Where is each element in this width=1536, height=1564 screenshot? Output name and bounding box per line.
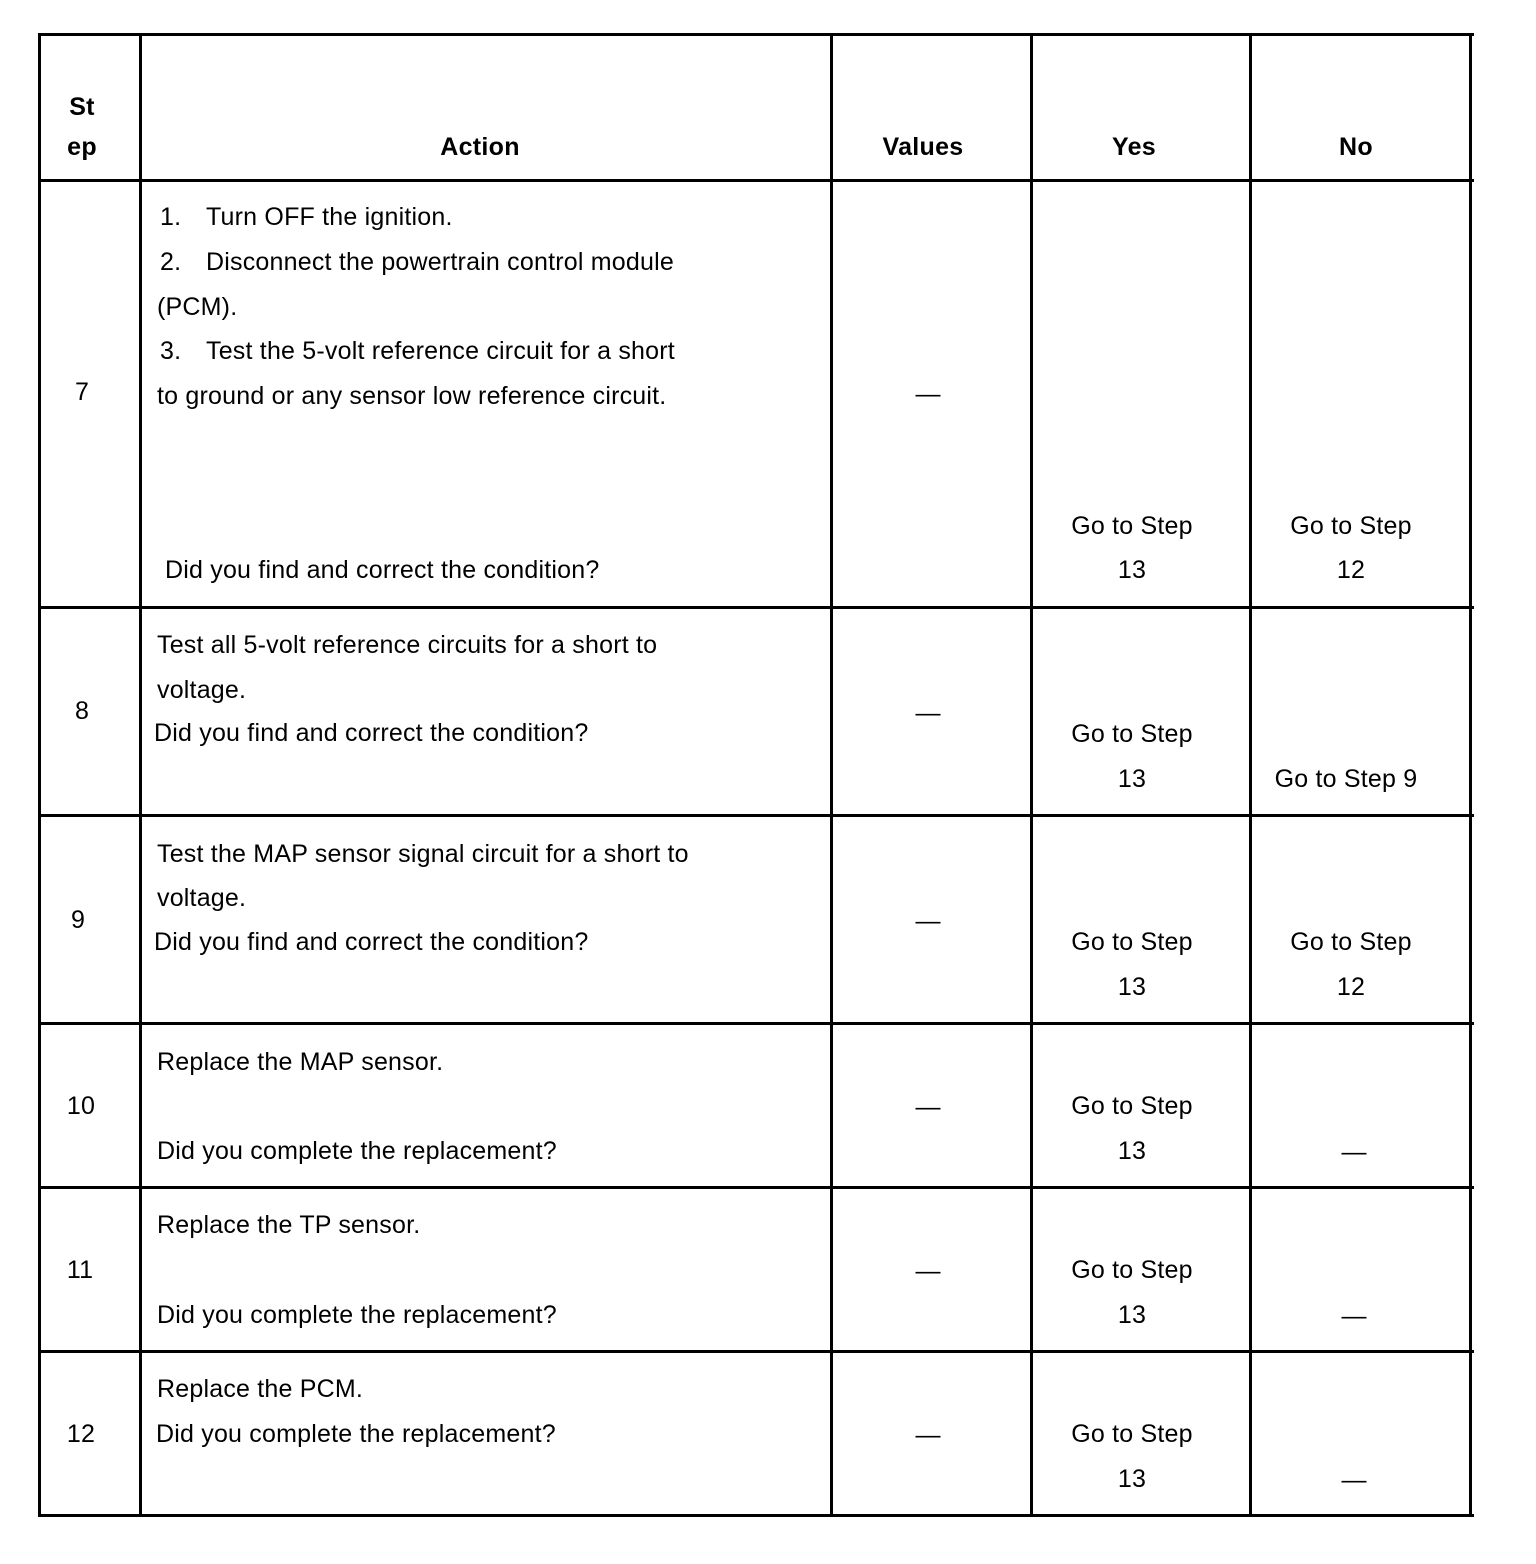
yes-cell-line1: Go to Step <box>1071 1420 1193 1448</box>
action-question: Did you complete the replacement? <box>157 1137 557 1165</box>
table-border-bottom <box>38 1514 1474 1517</box>
no-cell-line2: 12 <box>1336 973 1366 1001</box>
table-border-left <box>38 33 41 1517</box>
yes-cell-line2: 13 <box>1117 1465 1147 1493</box>
values-cell: — <box>915 1421 941 1449</box>
yes-cell-line1: Go to Step <box>1071 928 1193 956</box>
no-cell-dash: — <box>1341 1466 1367 1494</box>
header-no: No <box>1339 133 1373 161</box>
table-border-top <box>38 33 1474 36</box>
action-line: voltage. <box>157 676 247 704</box>
action-item-text: Turn OFF the ignition. <box>206 203 453 231</box>
action-question: Did you find and correct the condition? <box>165 556 600 584</box>
no-cell-dash: — <box>1341 1138 1367 1166</box>
yes-cell-line2: 13 <box>1117 973 1147 1001</box>
action-line: Test the MAP sensor signal circuit for a short to <box>157 840 689 868</box>
action-item-text: Disconnect the powertrain control module <box>206 248 674 276</box>
header-yes: Yes <box>1111 133 1157 161</box>
step-number: 8 <box>74 697 90 725</box>
action-line: Replace the TP sensor. <box>157 1211 421 1239</box>
action-item-continuation: to ground or any sensor low reference circuit. <box>157 382 667 410</box>
no-cell-line1: Go to Step <box>1290 512 1412 540</box>
row-divider <box>38 1186 1474 1189</box>
header-action: Action <box>440 133 520 161</box>
action-item-continuation: (PCM). <box>157 293 238 321</box>
yes-cell-line1: Go to Step <box>1071 512 1193 540</box>
values-cell: — <box>915 1257 941 1285</box>
no-cell-dash: — <box>1341 1302 1367 1330</box>
step-number: 10 <box>66 1092 96 1120</box>
yes-cell-line2: 13 <box>1117 1301 1147 1329</box>
action-item-text: Test the 5-volt reference circuit for a short <box>206 337 675 365</box>
column-divider <box>1249 33 1252 1517</box>
values-cell: — <box>915 907 941 935</box>
no-cell-line2: 12 <box>1336 556 1366 584</box>
action-question: Did you complete the replacement? <box>156 1420 556 1448</box>
yes-cell-line2: 13 <box>1117 556 1147 584</box>
step-number: 11 <box>66 1256 94 1284</box>
yes-cell-line1: Go to Step <box>1071 720 1193 748</box>
action-item-number: 2. <box>160 248 182 276</box>
action-question: Did you find and correct the condition? <box>154 719 589 747</box>
table-border-right <box>1469 33 1472 1517</box>
yes-cell-line1: Go to Step <box>1071 1256 1193 1284</box>
column-divider <box>1030 33 1033 1517</box>
step-number: 9 <box>70 906 86 934</box>
step-number: 12 <box>66 1420 96 1448</box>
yes-cell-line1: Go to Step <box>1071 1092 1193 1120</box>
header-step-line2: ep <box>67 133 97 161</box>
diagnostic-table <box>38 33 1474 1517</box>
header-divider <box>38 179 1474 182</box>
row-divider <box>38 1022 1474 1025</box>
action-line: Replace the PCM. <box>157 1375 364 1403</box>
action-question: Did you find and correct the condition? <box>154 928 589 956</box>
row-divider <box>38 1350 1474 1353</box>
action-question: Did you complete the replacement? <box>157 1301 557 1329</box>
yes-cell-line2: 13 <box>1117 765 1147 793</box>
action-item-number: 3. <box>160 337 182 365</box>
no-cell-line1: Go to Step 9 <box>1274 765 1418 793</box>
no-cell-line1: Go to Step <box>1290 928 1412 956</box>
column-divider <box>139 33 142 1517</box>
values-cell: — <box>915 380 941 408</box>
action-item-number: 1. <box>160 203 182 231</box>
action-line: voltage. <box>157 884 247 912</box>
action-line: Replace the MAP sensor. <box>157 1048 444 1076</box>
step-number: 7 <box>74 378 90 406</box>
yes-cell-line2: 13 <box>1117 1137 1147 1165</box>
row-divider <box>38 606 1474 609</box>
row-divider <box>38 814 1474 817</box>
header-step-line1: St <box>69 93 95 121</box>
column-divider <box>830 33 833 1517</box>
header-values: Values <box>882 133 964 161</box>
values-cell: — <box>915 1093 941 1121</box>
values-cell: — <box>915 699 941 727</box>
action-line: Test all 5-volt reference circuits for a short to <box>157 631 658 659</box>
